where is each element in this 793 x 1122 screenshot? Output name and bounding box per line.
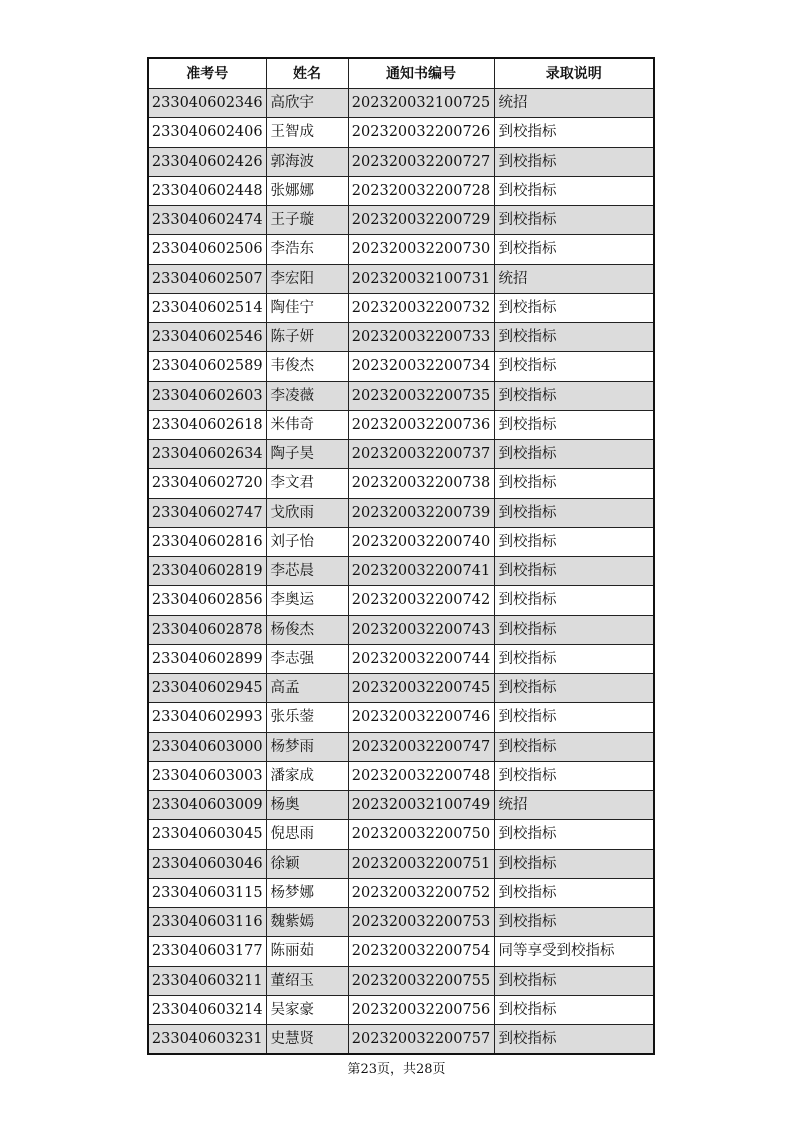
table-row [148,118,654,147]
cell-exam-number: 233040603214 [148,995,266,1024]
table-row [148,498,654,527]
cell-exam-number: 233040603003 [148,761,266,790]
cell-notice-number: 202320032200754 [348,937,494,966]
table-row [148,264,654,293]
cell-name: 刘子怡 [266,527,348,556]
cell-exam-number: 233040602899 [148,644,266,673]
table-row [148,235,654,264]
cell-name: 潘家成 [266,761,348,790]
cell-admission-note: 到校指标 [494,1025,654,1055]
table-row [148,1025,654,1055]
cell-exam-number: 233040602546 [148,323,266,352]
cell-exam-number: 233040602507 [148,264,266,293]
table-row [148,469,654,498]
table-row [148,293,654,322]
table-row [148,89,654,118]
cell-admission-note: 到校指标 [494,323,654,352]
cell-exam-number: 233040603115 [148,878,266,907]
cell-notice-number: 202320032200738 [348,469,494,498]
table-row [148,966,654,995]
cell-name: 米伟奇 [266,410,348,439]
table-row [148,323,654,352]
header-name: 姓名 [266,58,348,89]
cell-notice-number: 202320032200726 [348,118,494,147]
cell-name: 陶子昊 [266,440,348,469]
cell-exam-number: 233040602618 [148,410,266,439]
cell-notice-number: 202320032100731 [348,264,494,293]
cell-admission-note: 到校指标 [494,381,654,410]
cell-admission-note: 到校指标 [494,410,654,439]
cell-notice-number: 202320032200750 [348,820,494,849]
footer-suffix: 页 [432,1062,446,1077]
table-header-row [148,58,654,89]
table-row [148,147,654,176]
cell-name: 倪思雨 [266,820,348,849]
cell-name: 韦俊杰 [266,352,348,381]
cell-exam-number: 233040603009 [148,791,266,820]
cell-name: 杨奥 [266,791,348,820]
table-row [148,937,654,966]
cell-admission-note: 到校指标 [494,995,654,1024]
cell-admission-note: 到校指标 [494,761,654,790]
cell-exam-number: 233040602506 [148,235,266,264]
cell-name: 杨梦雨 [266,732,348,761]
cell-admission-note: 到校指标 [494,849,654,878]
cell-admission-note: 到校指标 [494,586,654,615]
cell-name: 史慧贤 [266,1025,348,1055]
cell-notice-number: 202320032200737 [348,440,494,469]
table-row [148,820,654,849]
cell-admission-note: 到校指标 [494,878,654,907]
cell-exam-number: 233040603231 [148,1025,266,1055]
cell-notice-number: 202320032200752 [348,878,494,907]
cell-notice-number: 202320032200742 [348,586,494,615]
cell-exam-number: 233040603046 [148,849,266,878]
cell-exam-number: 233040602448 [148,176,266,205]
header-exam-number: 准考号 [148,58,266,89]
footer-page-number: 23 [360,1062,377,1077]
cell-notice-number: 202320032200728 [348,176,494,205]
cell-exam-number: 233040602819 [148,557,266,586]
cell-admission-note: 统招 [494,264,654,293]
cell-admission-note: 到校指标 [494,498,654,527]
cell-exam-number: 233040602426 [148,147,266,176]
cell-name: 吴家豪 [266,995,348,1024]
cell-exam-number: 233040602993 [148,703,266,732]
cell-notice-number: 202320032100725 [348,89,494,118]
cell-admission-note: 到校指标 [494,966,654,995]
cell-name: 徐颖 [266,849,348,878]
cell-notice-number: 202320032200751 [348,849,494,878]
cell-exam-number: 233040602474 [148,206,266,235]
cell-notice-number: 202320032200727 [348,147,494,176]
cell-exam-number: 233040602720 [148,469,266,498]
cell-exam-number: 233040602747 [148,498,266,527]
cell-name: 魏紫嫣 [266,908,348,937]
cell-admission-note: 到校指标 [494,644,654,673]
cell-notice-number: 202320032200733 [348,323,494,352]
cell-name: 李浩东 [266,235,348,264]
cell-admission-note: 到校指标 [494,118,654,147]
cell-name: 张乐蓥 [266,703,348,732]
page-footer [0,1058,793,1077]
cell-admission-note: 统招 [494,89,654,118]
table-row [148,644,654,673]
cell-notice-number: 202320032200730 [348,235,494,264]
footer-mid: 页，共 [376,1062,416,1077]
table-row [148,527,654,556]
cell-notice-number: 202320032200745 [348,674,494,703]
cell-admission-note: 到校指标 [494,176,654,205]
cell-notice-number: 202320032200740 [348,527,494,556]
cell-admission-note: 到校指标 [494,703,654,732]
cell-exam-number: 233040602816 [148,527,266,556]
footer-total-pages: 28 [416,1062,433,1077]
cell-name: 高孟 [266,674,348,703]
cell-exam-number: 233040602406 [148,118,266,147]
cell-name: 杨俊杰 [266,615,348,644]
cell-name: 李奥运 [266,586,348,615]
table-row [148,410,654,439]
cell-admission-note: 到校指标 [494,235,654,264]
table-row [148,995,654,1024]
cell-admission-note: 到校指标 [494,615,654,644]
table-body [148,89,654,1055]
cell-name: 戈欣雨 [266,498,348,527]
table-row [148,352,654,381]
table-row [148,878,654,907]
cell-notice-number: 202320032200741 [348,557,494,586]
cell-admission-note: 到校指标 [494,352,654,381]
cell-admission-note: 同等享受到校指标 [494,937,654,966]
cell-notice-number: 202320032200757 [348,1025,494,1055]
cell-admission-note: 统招 [494,791,654,820]
table-row [148,615,654,644]
cell-exam-number: 233040603177 [148,937,266,966]
cell-name: 李芯晨 [266,557,348,586]
cell-exam-number: 233040602856 [148,586,266,615]
cell-name: 董绍玉 [266,966,348,995]
table-row [148,908,654,937]
cell-notice-number: 202320032200734 [348,352,494,381]
table-row [148,849,654,878]
cell-notice-number: 202320032200739 [348,498,494,527]
cell-admission-note: 到校指标 [494,147,654,176]
cell-admission-note: 到校指标 [494,820,654,849]
cell-exam-number: 233040603000 [148,732,266,761]
cell-name: 张娜娜 [266,176,348,205]
table-row [148,557,654,586]
cell-name: 李凌薇 [266,381,348,410]
cell-name: 陶佳宁 [266,293,348,322]
cell-notice-number: 202320032200746 [348,703,494,732]
table-row [148,761,654,790]
cell-notice-number: 202320032200729 [348,206,494,235]
admission-table [147,57,655,1055]
cell-notice-number: 202320032200753 [348,908,494,937]
cell-exam-number: 233040603045 [148,820,266,849]
cell-name: 高欣宇 [266,89,348,118]
cell-admission-note: 到校指标 [494,440,654,469]
table-row [148,440,654,469]
cell-exam-number: 233040603211 [148,966,266,995]
cell-admission-note: 到校指标 [494,674,654,703]
cell-notice-number: 202320032200736 [348,410,494,439]
header-notice-number: 通知书编号 [348,58,494,89]
cell-exam-number: 233040602346 [148,89,266,118]
table-row [148,791,654,820]
cell-admission-note: 到校指标 [494,732,654,761]
cell-notice-number: 202320032200755 [348,966,494,995]
cell-exam-number: 233040602603 [148,381,266,410]
cell-notice-number: 202320032200747 [348,732,494,761]
cell-exam-number: 233040602634 [148,440,266,469]
cell-name: 王智成 [266,118,348,147]
table-row [148,586,654,615]
table-row [148,176,654,205]
cell-name: 陈子妍 [266,323,348,352]
cell-notice-number: 202320032200735 [348,381,494,410]
cell-notice-number: 202320032200748 [348,761,494,790]
cell-name: 李志强 [266,644,348,673]
cell-admission-note: 到校指标 [494,557,654,586]
cell-admission-note: 到校指标 [494,527,654,556]
cell-admission-note: 到校指标 [494,206,654,235]
cell-name: 杨梦娜 [266,878,348,907]
cell-name: 李文君 [266,469,348,498]
cell-name: 李宏阳 [266,264,348,293]
cell-notice-number: 202320032200756 [348,995,494,1024]
cell-exam-number: 233040602945 [148,674,266,703]
cell-exam-number: 233040602878 [148,615,266,644]
table-row [148,206,654,235]
cell-exam-number: 233040602589 [148,352,266,381]
table-row [148,674,654,703]
cell-name: 王子璇 [266,206,348,235]
table-row [148,732,654,761]
cell-name: 郭海波 [266,147,348,176]
cell-admission-note: 到校指标 [494,908,654,937]
cell-exam-number: 233040603116 [148,908,266,937]
cell-admission-note: 到校指标 [494,469,654,498]
cell-name: 陈丽茹 [266,937,348,966]
admission-list-sheet [147,57,653,1055]
table-row [148,381,654,410]
footer-prefix: 第 [347,1062,361,1077]
cell-notice-number: 202320032200732 [348,293,494,322]
cell-notice-number: 202320032200744 [348,644,494,673]
cell-admission-note: 到校指标 [494,293,654,322]
cell-notice-number: 202320032100749 [348,791,494,820]
table-row [148,703,654,732]
cell-notice-number: 202320032200743 [348,615,494,644]
cell-exam-number: 233040602514 [148,293,266,322]
header-admission-note: 录取说明 [494,58,654,89]
